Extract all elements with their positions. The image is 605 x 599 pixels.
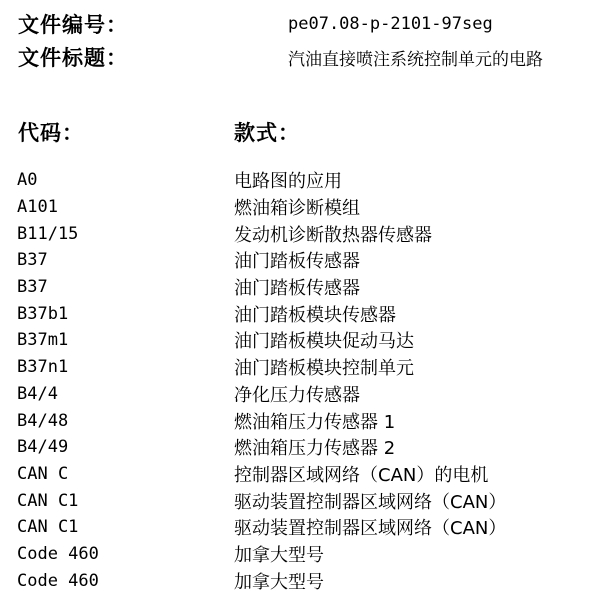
table-row (0, 300, 605, 327)
code-cell: A0 (17, 170, 38, 191)
code-cell: B37 (17, 250, 48, 271)
table-row (0, 167, 605, 194)
code-cell: Code 460 (17, 543, 99, 564)
table-row (0, 220, 605, 247)
table-row (0, 461, 605, 488)
table-row (0, 567, 605, 594)
code-column-header: 代码： (18, 121, 84, 145)
doc-number-row (18, 12, 493, 36)
style-cell: 油门踏板模块控制单元 (234, 358, 414, 380)
table-row (0, 434, 605, 461)
code-cell: B37b1 (17, 303, 69, 324)
doc-number-value: pe07.08-p-2101-97seg (288, 14, 493, 34)
style-cell: 驱动装置控制器区域网络（CAN） (234, 518, 507, 540)
table-row (0, 247, 605, 274)
table-row (0, 541, 605, 568)
style-cell: 驱动装置控制器区域网络（CAN） (234, 491, 507, 513)
code-cell: B4/49 (17, 437, 69, 458)
code-style-table (0, 167, 605, 594)
code-cell: A101 (17, 197, 58, 218)
style-cell: 燃油箱压力传感器 1 (234, 411, 396, 433)
style-cell: 油门踏板传感器 (234, 251, 360, 273)
style-cell: 加拿大型号 (234, 571, 324, 593)
code-cell: CAN C (17, 463, 69, 484)
table-row (0, 194, 605, 221)
style-cell: 油门踏板模块传感器 (234, 304, 396, 326)
style-cell: 燃油箱压力传感器 2 (234, 438, 396, 460)
table-row (0, 274, 605, 301)
code-cell: B37 (17, 277, 48, 298)
code-cell: CAN C1 (17, 517, 79, 538)
code-cell: B11/15 (17, 223, 79, 244)
style-cell: 发动机诊断散热器传感器 (234, 224, 432, 246)
code-cell: B37m1 (17, 330, 69, 351)
table-row (0, 327, 605, 354)
doc-title-row (18, 45, 543, 69)
style-cell: 电路图的应用 (234, 171, 342, 193)
table-row (0, 354, 605, 381)
style-cell: 加拿大型号 (234, 544, 324, 566)
style-cell: 净化压力传感器 (234, 384, 360, 406)
doc-title-label: 文件标题： (18, 46, 128, 70)
table-row (0, 381, 605, 408)
style-column-header: 款式： (234, 121, 300, 145)
doc-title-value: 汽油直接喷注系统控制单元的电路 (288, 49, 543, 70)
doc-number-label: 文件编号： (18, 13, 128, 37)
style-cell: 油门踏板传感器 (234, 278, 360, 300)
code-cell: B37n1 (17, 357, 69, 378)
code-cell: Code 460 (17, 570, 99, 591)
table-row (0, 407, 605, 434)
code-cell: CAN C1 (17, 490, 79, 511)
code-cell: B4/4 (17, 383, 58, 404)
style-cell: 燃油箱诊断模组 (234, 198, 360, 220)
code-cell: B4/48 (17, 410, 69, 431)
style-cell: 油门踏板模块促动马达 (234, 331, 414, 353)
table-row (0, 514, 605, 541)
table-row (0, 487, 605, 514)
style-cell: 控制器区域网络（CAN）的电机 (234, 464, 489, 486)
